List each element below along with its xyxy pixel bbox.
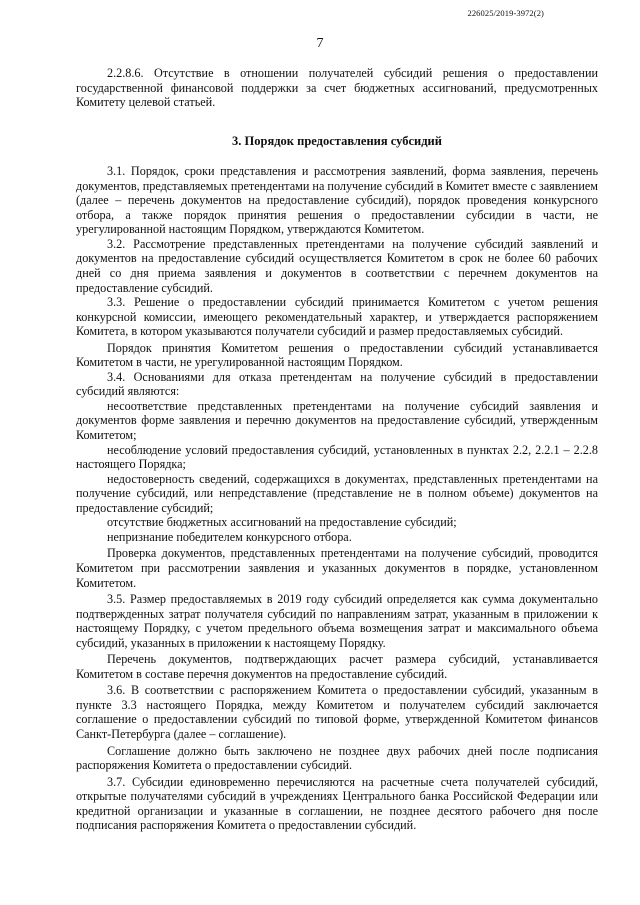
page-number: 7 (316, 36, 324, 51)
paragraph-3-2: 3.2. Рассмотрение представленных претендентами на получение субсидий заявлений и документов на предоставление субсидий осуществляется Комитетом в срок не более 60 рабочих дней со дня приема заявления и документов в соответствии с перечнем документов на предоставление субсидий. (76, 236, 598, 295)
paragraph-3-5: 3.5. Размер предоставляемых в 2019 году субсидий определяется как сумма документально подтвержденных затрат получателя субсидий по направлениям затрат, указанным в приложении к настоящему Порядку, с учетом предельного объема возмещения затрат и максимального объема субсидий, указанных в приложении к настоящему Порядку. (76, 592, 598, 650)
document-id: 226025/2019-3972(2) (467, 8, 544, 18)
paragraph-3-4: 3.4. Основаниями для отказа претендентам на получение субсидий в предоставлении субсидий являются: (76, 369, 598, 399)
paragraph-3-3: 3.3. Решение о предоставлении субсидий принимается Комитетом с учетом решения конкурсной комиссии, имеющего рекомендательный характер, и утверждается распоряжением Комитета, в котором указываются получатели субсидий и размер предоставляемых субсидий. (76, 295, 598, 339)
paragraph-3-6: 3.6. В соответствии с распоряжением Комитета о предоставлении субсидий, указанным в пункте 3.3 настоящего Порядка, между Комитетом и получателем субсидий заключается соглашение о предоставлении субсидий по типовой форме, утвержденной Комитетом финансов Санкт-Петербурга (далее – соглашение). (76, 683, 598, 741)
refusal-reason-3: недостоверность сведений, содержащихся в документах, представленных претендентами на получение субсидий, или непредставление (представление не в полном объеме) документов на предоставление субсидий; (76, 471, 598, 515)
document-body (76, 66, 598, 833)
section-title: 3. Порядок предоставления субсидий (232, 133, 442, 148)
paragraph-3-7: 3.7. Субсидии единовременно перечисляются на расчетные счета получателей субсидий, открытые получателями субсидий в учреждениях Центрального банка Российской Федерации или кредитной организации и указанные в соглашении, не позднее десятого рабочего дня после подписания распоряжения Комитета о предоставлении субсидий. (76, 774, 598, 833)
refusal-reason-1: несоответствие представленных претендентами на получение субсидий заявления и документов форме заявления и перечню документов на предоставление субсидий, утвержденным Комитетом; (76, 398, 598, 443)
refusal-reason-5: непризнание победителем конкурсного отбора. (107, 529, 352, 544)
paragraph-3-5-list: Перечень документов, подтверждающих расчет размера субсидий, устанавливается Комитетом в составе перечня документов на предоставление субсидий. (76, 652, 598, 681)
paragraph-3-6-term: Соглашение должно быть заключено не позднее двух рабочих дней после подписания распоряжения Комитета о предоставлении субсидий. (76, 743, 598, 773)
paragraph-2-2-8-6: 2.2.8.6. Отсутствие в отношении получателей субсидий решения о предоставлении государственной финансовой поддержки за счет бюджетных ассигнований, предусмотренных Комитету целевой статьей. (76, 66, 598, 110)
paragraph-3-1: 3.1. Порядок, сроки представления и рассмотрения заявлений, форма заявления, перечень документов, представляемых претендентами на получение субсидий в Комитет вместе с заявлением (далее – перечень документов на предоставление субсидий), порядок проведения конкурсного отбора, а также порядок принятия решения о предоставлении субсидии в части, не урегулированной настоящим Порядком, утверждаются Комитетом. (76, 164, 598, 237)
refusal-reason-2: несоблюдение условий предоставления субсидий, установленных в пунктах 2.2, 2.2.1 – 2.2.8 настоящего Порядка; (76, 442, 598, 472)
paragraph-3-3-order: Порядок принятия Комитетом решения о предоставлении субсидий устанавливается Комитетом в части, не урегулированной настоящим Порядком. (76, 340, 598, 370)
paragraph-3-4-check: Проверка документов, представленных претендентами на получение субсидий, проводится Комитетом при рассмотрении заявления и указанных документов в порядке, установленном Комитетом. (76, 546, 598, 590)
refusal-reason-4: отсутствие бюджетных ассигнований на предоставление субсидий; (107, 515, 457, 530)
